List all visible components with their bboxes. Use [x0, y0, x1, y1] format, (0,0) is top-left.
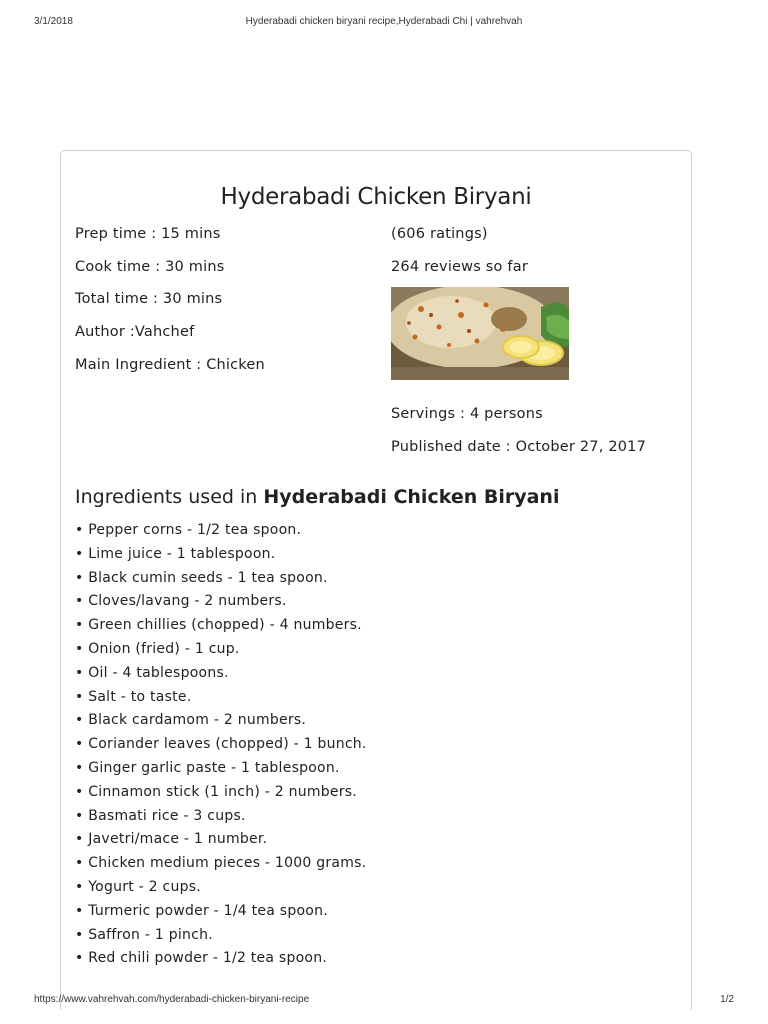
ratings-count[interactable]: (606 ratings) [391, 226, 488, 242]
print-date: 3/1/2018 [34, 16, 73, 27]
prep-time: Prep time : 15 mins [75, 226, 221, 242]
ingredient-item: • Turmeric powder - 1/4 tea spoon. [75, 902, 367, 926]
print-footer [0, 994, 768, 1008]
recipe-title: Hyderabadi Chicken Biryani [220, 184, 532, 210]
ingredient-item: • Lime juice - 1 tablespoon. [75, 545, 367, 569]
ingredient-item: • Black cumin seeds - 1 tea spoon. [75, 569, 367, 593]
print-header [0, 16, 768, 30]
ingredients-list [75, 521, 367, 973]
ingredient-item: • Cinnamon stick (1 inch) - 2 numbers. [75, 783, 367, 807]
ingredient-item: • Onion (fried) - 1 cup. [75, 640, 367, 664]
published-date: Published date : October 27, 2017 [391, 438, 647, 455]
ingredient-item: • Cloves/lavang - 2 numbers. [75, 592, 367, 616]
ingredient-item: • Basmati rice - 3 cups. [75, 807, 367, 831]
author: Author :Vahchef [75, 324, 195, 341]
ingredient-item: • Coriander leaves (chopped) - 1 bunch. [75, 735, 367, 759]
cook-time: Cook time : 30 mins [75, 258, 225, 275]
ingredient-item: • Yogurt - 2 cups. [75, 878, 367, 902]
ingredients-heading-recipe-name: Hyderabadi Chicken Biryani [263, 486, 560, 508]
main-ingredient: Main Ingredient : Chicken [75, 356, 265, 373]
biryani-photo [391, 287, 569, 380]
ingredient-item: • Javetri/mace - 1 number. [75, 830, 367, 854]
recipe-card [60, 150, 692, 1010]
print-page-title: Hyderabadi chicken biryani recipe,Hyderabadi Chi | vahrehvah [245, 16, 523, 27]
ingredient-item: • Green chillies (chopped) - 4 numbers. [75, 616, 367, 640]
total-time: Total time : 30 mins [75, 291, 223, 308]
ingredient-item: • Red chili powder - 1/2 tea spoon. [75, 949, 367, 973]
ingredient-item: • Ginger garlic paste - 1 tablespoon. [75, 759, 367, 783]
recipe-meta-left [75, 225, 375, 388]
recipe-meta-right [391, 225, 691, 290]
ingredients-heading [75, 486, 559, 508]
print-page-number: 1/2 [720, 994, 734, 1005]
ingredient-item: • Salt - to taste. [75, 688, 367, 712]
recipe-meta-right-lower [391, 405, 691, 470]
reviews-count[interactable]: 264 reviews so far [391, 258, 528, 275]
ingredient-item: • Saffron - 1 pinch. [75, 926, 367, 950]
ingredient-item: • Pepper corns - 1/2 tea spoon. [75, 521, 367, 545]
ingredient-item: • Chicken medium pieces - 1000 grams. [75, 854, 367, 878]
ingredient-item: • Oil - 4 tablespoons. [75, 664, 367, 688]
ingredient-item: • Black cardamom - 2 numbers. [75, 711, 367, 735]
print-url: https://www.vahrehvah.com/hyderabadi-chicken-biryani-recipe [34, 994, 310, 1005]
servings: Servings : 4 persons [391, 406, 543, 422]
ingredients-heading-prefix: Ingredients used in [75, 486, 264, 508]
